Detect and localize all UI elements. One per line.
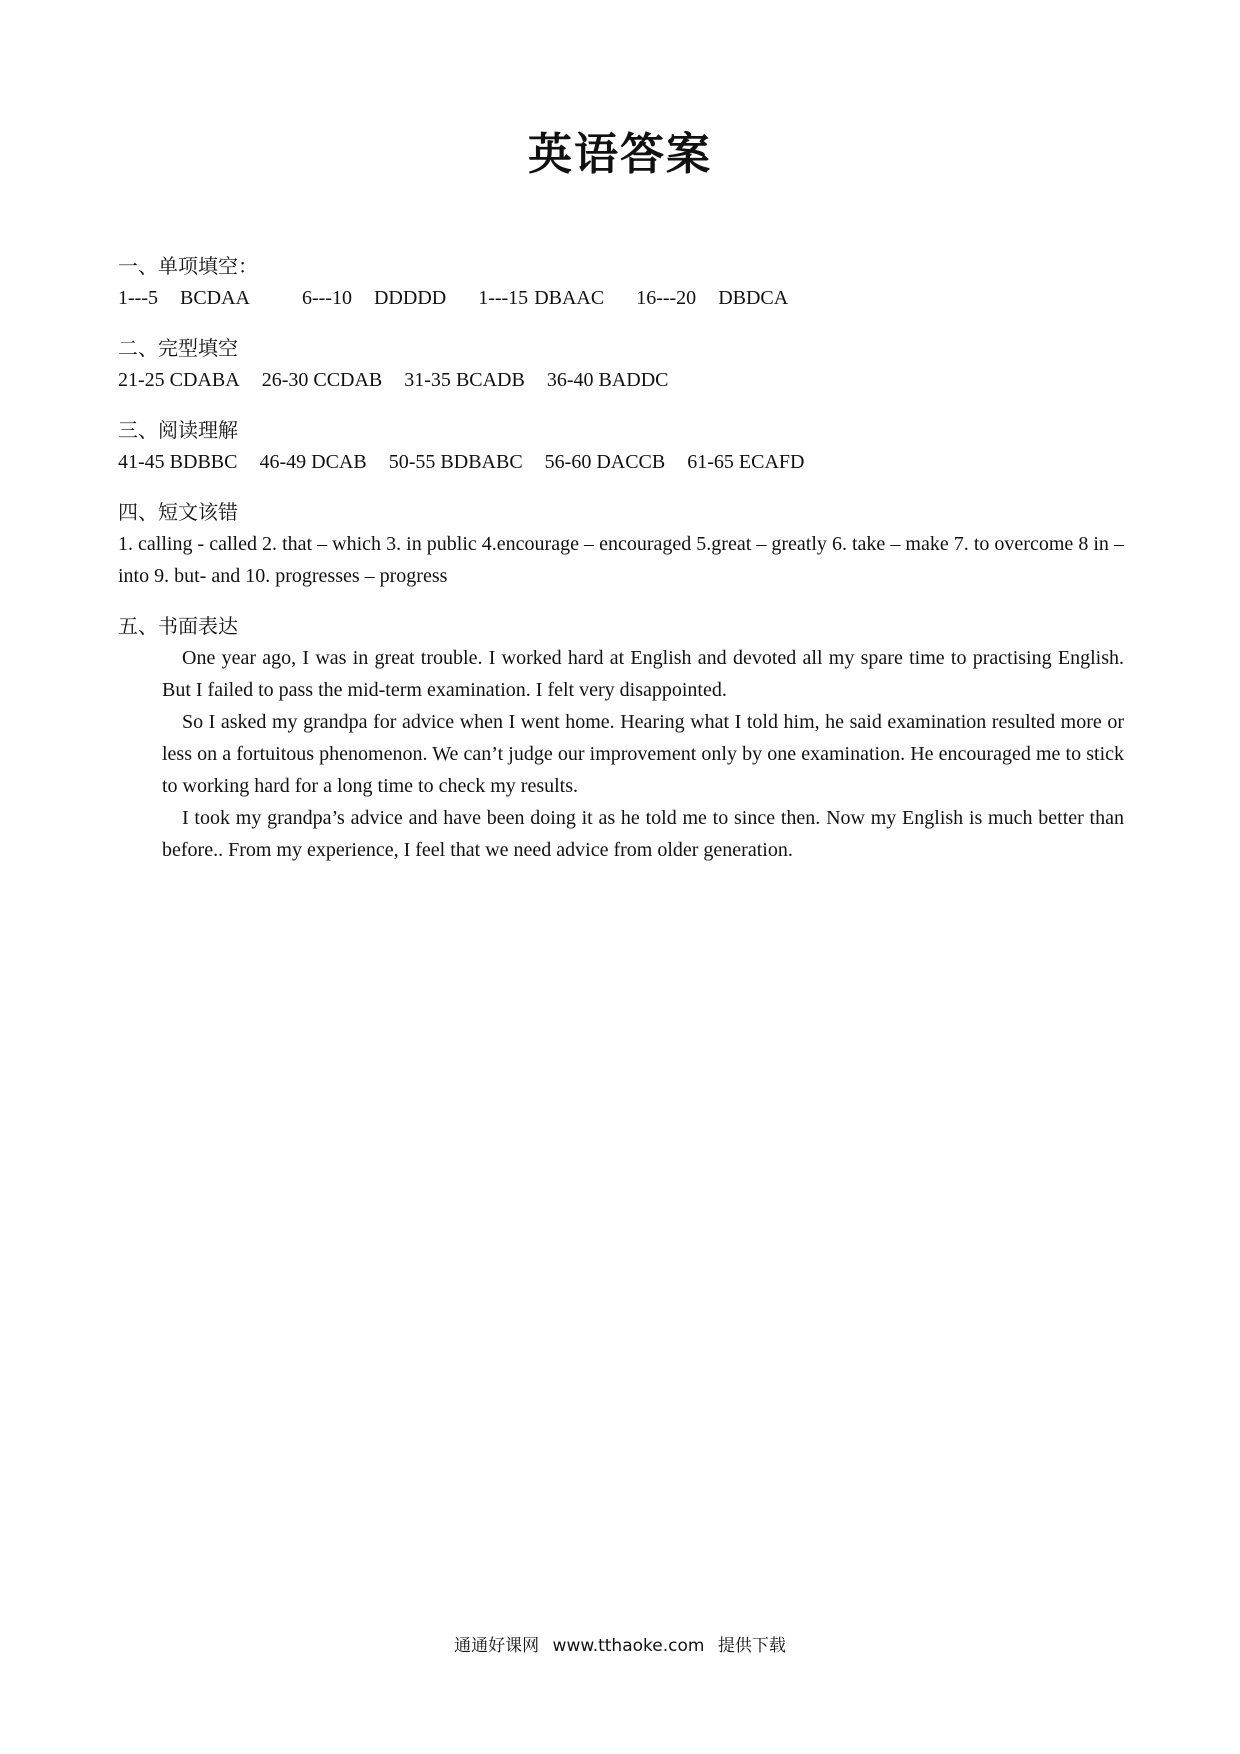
essay-paragraph: I took my grandpa’s advice and have been doing it as he told me to since then. Now my English is much better than before.. From my experience, I feel that we need advice from older generation. xyxy=(162,807,1124,861)
answer-range: 1---15 xyxy=(478,287,529,309)
page-footer xyxy=(0,1634,1240,1658)
correction-text: 1. calling - called 2. that – which 3. in public 4.encourage – encouraged 5.great – greatly 6. take – make 7. to overcome 8 in – into 9. but- and 10. progresses – progress xyxy=(118,533,1124,587)
answer-key: DCAB xyxy=(311,451,367,473)
footer-suffix: 提供下载 xyxy=(717,1636,786,1656)
answer-key: DBDCA xyxy=(718,287,789,309)
essay-paragraph: So I asked my grandpa for advice when I went home. Hearing what I told him, he said examination resulted more or less on a fortuitous phenomenon. We can’t judge our improvement only by one examination. He encouraged me to stick to working hard for a long time to check my results. xyxy=(162,711,1124,797)
answer-row xyxy=(118,282,1124,314)
answer-range: 36-40 xyxy=(546,369,594,391)
essay-paragraph: One year ago, I was in great trouble. I worked hard at English and devoted all my spare time to practising English. But I failed to pass the mid-term examination. I felt very disappointed. xyxy=(162,647,1124,701)
section-heading: 五、书面表达 xyxy=(118,614,238,638)
section-single-choice xyxy=(118,250,1124,314)
section-heading: 一、单项填空： xyxy=(118,254,258,278)
answer-range: 31-35 xyxy=(404,369,451,391)
answer-range: 21-25 xyxy=(118,369,165,391)
answer-key: BADDC xyxy=(598,369,669,391)
answer-range: 61-65 xyxy=(687,451,734,473)
footer-url[interactable]: www.tthaoke.com xyxy=(552,1636,705,1656)
section-writing xyxy=(118,610,1124,866)
section-heading: 三、阅读理解 xyxy=(118,418,238,442)
answer-key: ECAFD xyxy=(738,451,805,473)
section-reading xyxy=(118,414,1124,478)
answer-range: 50-55 xyxy=(388,451,436,473)
answer-key: DBAAC xyxy=(534,287,605,309)
answer-key: CDABA xyxy=(169,369,240,391)
answer-key: BCADB xyxy=(455,369,525,391)
section-error-correction xyxy=(118,496,1124,592)
section-cloze xyxy=(118,332,1124,396)
answer-key: DACCB xyxy=(596,451,666,473)
answer-content xyxy=(118,250,1124,884)
answer-key: BCDAA xyxy=(179,287,250,309)
answer-key: BDBBC xyxy=(169,451,238,473)
answer-range: 1---5 xyxy=(118,287,158,309)
answer-key: CCDAB xyxy=(313,369,383,391)
answer-range: 41-45 xyxy=(118,451,165,473)
footer-site-name: 通通好课网 xyxy=(454,1636,540,1656)
answer-range: 16---20 xyxy=(636,287,697,309)
answer-range: 6---10 xyxy=(302,287,352,309)
page-title: 英语答案 xyxy=(528,129,712,180)
answer-row xyxy=(118,364,1124,396)
essay-body xyxy=(118,642,1124,866)
section-heading: 二、完型填空 xyxy=(118,336,238,360)
answer-range: 56-60 xyxy=(544,451,592,473)
answer-key: BDBABC xyxy=(440,451,523,473)
answer-range: 46-49 xyxy=(259,451,307,473)
section-heading: 四、短文该错 xyxy=(118,500,238,524)
answer-row xyxy=(118,446,1124,478)
answer-key: DDDDD xyxy=(373,287,447,309)
answer-range: 26-30 xyxy=(261,369,309,391)
